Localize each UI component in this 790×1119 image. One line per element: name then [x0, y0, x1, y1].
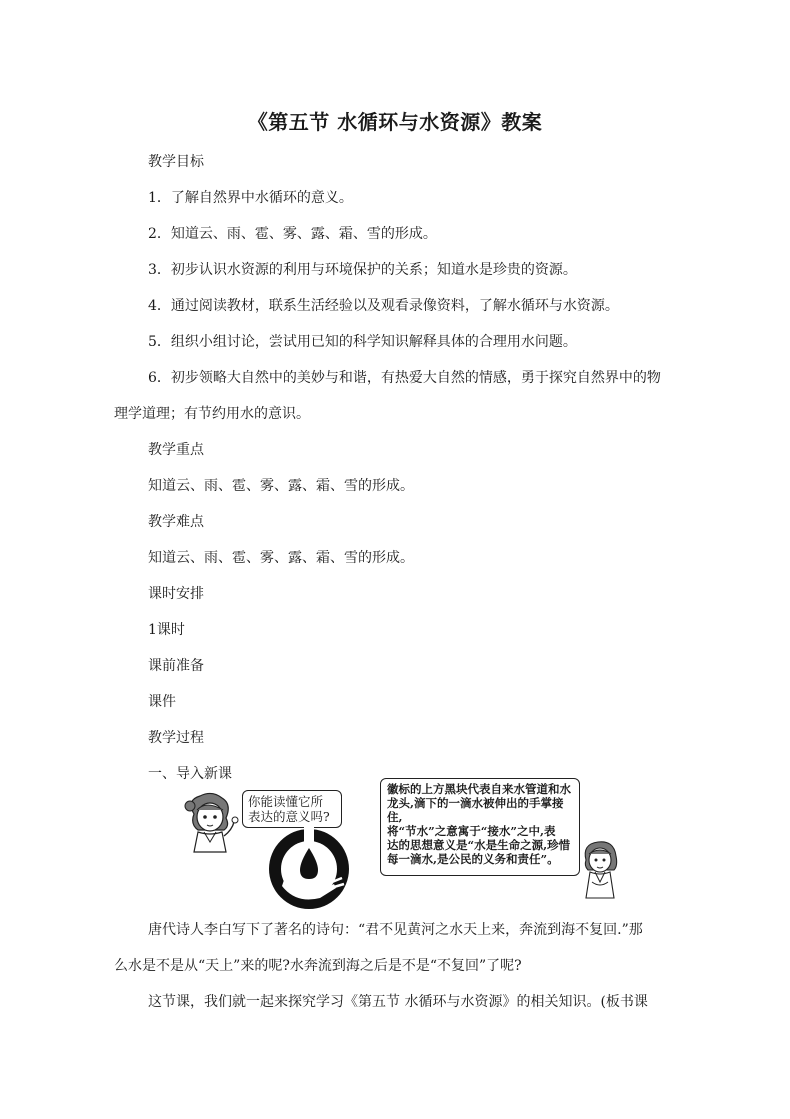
- question-line-2: 表达的意义吗?: [248, 809, 330, 824]
- document-title: 《第五节 水循环与水资源》教案: [247, 110, 543, 134]
- key-point-text: 知道云、雨、雹、雾、露、霜、雪的形成。: [148, 478, 414, 494]
- question-speech-bubble: [242, 790, 342, 828]
- objective-item: 4．通过阅读教材，联系生活经验以及观看录像资料，了解水循环与水资源。: [148, 298, 619, 314]
- explanation-line: 达的思想意义是“水是生命之源,珍惜: [387, 838, 571, 852]
- schedule-text: 1课时: [148, 622, 185, 638]
- section-heading-schedule: 课时安排: [148, 586, 204, 602]
- explanation-speech-bubble: [380, 778, 580, 876]
- prep-text: 课件: [148, 694, 176, 710]
- water-saving-illustration: [180, 776, 620, 912]
- section-heading-objectives: 教学目标: [148, 154, 204, 170]
- explanation-line: 每一滴水,是公民的义务和责任”。: [387, 852, 559, 866]
- paragraph-poem-line-2: 么水是不是从“天上”来的呢?水奔流到海之后是不是“不复回”了呢?: [114, 958, 522, 974]
- step-heading: 一、导入新课: [148, 766, 232, 782]
- section-heading-difficulty: 教学难点: [148, 514, 204, 530]
- explanation-line: 龙头,滴下的一滴水被伸出的手掌接住,: [387, 796, 564, 824]
- paragraph-intro-line-1: 这节课，我们就一起来探究学习《第五节 水循环与水资源》的相关知识。(板书课: [148, 994, 648, 1010]
- water-saving-logo-icon: [266, 826, 352, 912]
- difficulty-text: 知道云、雨、雹、雾、露、霜、雪的形成。: [148, 550, 414, 566]
- question-line-1: 你能读懂它所: [248, 794, 324, 809]
- objective-item-continued: 理学道理；有节约用水的意识。: [114, 406, 310, 422]
- explanation-line: 徽标的上方黑块代表自来水管道和水: [387, 782, 571, 796]
- objective-item: 3．初步认识水资源的利用与环境保护的关系；知道水是珍贵的资源。: [148, 262, 577, 278]
- girl-left-illustration: [180, 790, 246, 854]
- section-heading-key-point: 教学重点: [148, 442, 204, 458]
- objective-item: 5．组织小组讨论，尝试用已知的科学知识解释具体的合理用水问题。: [148, 334, 577, 350]
- explanation-line: 将“节水”之意寓于“接水”之中,表: [387, 824, 556, 838]
- objective-item: 2．知道云、雨、雹、雾、露、霜、雪的形成。: [148, 226, 437, 242]
- objective-item: 1．了解自然界中水循环的意义。: [148, 190, 353, 206]
- paragraph-poem-line-1: 唐代诗人李白写下了著名的诗句：“君不见黄河之水天上来，奔流到海不复回.”那: [148, 922, 643, 938]
- girl-right-illustration: [580, 838, 620, 900]
- section-heading-prep: 课前准备: [148, 658, 204, 674]
- objective-item: 6．初步领略大自然中的美妙与和谐，有热爱大自然的情感，勇于探究自然界中的物: [148, 370, 661, 386]
- section-heading-process: 教学过程: [148, 730, 204, 746]
